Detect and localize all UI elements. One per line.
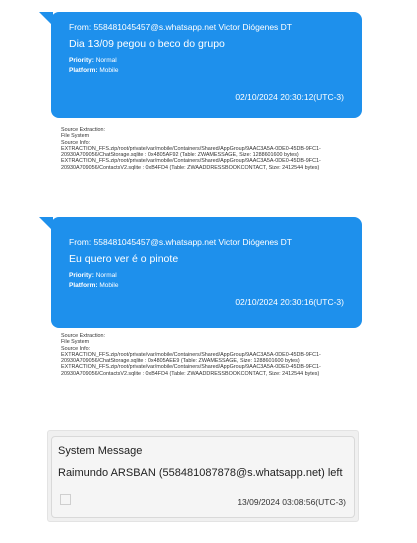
- message-sender: From: 558481045457@s.whatsapp.net Victor Diógenes DT: [69, 237, 292, 247]
- checkbox[interactable]: [60, 494, 71, 505]
- message-text: Eu quero ver é o pinote: [69, 253, 179, 265]
- message-bubble[interactable]: [51, 217, 362, 328]
- system-message: [47, 430, 359, 522]
- message-platform: [69, 281, 344, 291]
- priority-value: Normal: [95, 272, 117, 279]
- system-message-title: System Message: [58, 445, 143, 457]
- system-message-timestamp: 13/09/2024 03:08:56(UTC-3): [237, 497, 346, 507]
- source-info: Source Extraction: File System Source Info: EXTRACTION_FFS.zip/root/private/var/mobile/Containers/Shared/AppGroup/9AAC3A5A-0DE0-45DB-9FC1-20930A709056/ChatStorage.sqlite : 0x4805AEE9 (Table: ZWAMESSAGE, Size: 1288601600 bytes) EXTRACTION_FFS.zip/root/private/var/mobile/Containers/Shared/AppGroup/9AAC3A5A-0DE0-45DB-9FC1-20930A709056/ContactsV2.sqlite : 0xB4FD4 (Table: ZWAADDRESSBOOKCONTACT, Size: 2412544 bytes): [61, 333, 321, 377]
- platform-label: Platform:: [69, 282, 98, 289]
- message-priority: [69, 271, 344, 281]
- message-text: Dia 13/09 pegou o beco do grupo: [69, 38, 225, 50]
- message-priority: [69, 56, 344, 66]
- message-platform: [69, 66, 344, 76]
- platform-value: Mobile: [99, 67, 119, 74]
- source-info: Source Extraction: File System Source Info: EXTRACTION_FFS.zip/root/private/var/mobile/Containers/Shared/AppGroup/9AAC3A5A-0DE0-45DB-9FC1-20930A709056/ChatStorage.sqlite : 0x4805AF92 (Table: ZWAMESSAGE, Size: 1288601600 bytes) EXTRACTION_FFS.zip/root/private/var/mobile/Containers/Shared/AppGroup/9AAC3A5A-0DE0-45DB-9FC1-20930A709056/ContactsV2.sqlite : 0xB4FD4 (Table: ZWAADDRESSBOOKCONTACT, Size: 2412544 bytes): [61, 127, 321, 171]
- message-timestamp: 02/10/2024 20:30:12(UTC-3): [235, 92, 344, 102]
- platform-value: Mobile: [99, 282, 119, 289]
- priority-label: Priority:: [69, 57, 94, 64]
- message-bubble[interactable]: [51, 12, 362, 118]
- platform-label: Platform:: [69, 67, 98, 74]
- priority-value: Normal: [95, 57, 117, 64]
- system-message-text: Raimundo ARSBAN (558481087878@s.whatsapp.net) left: [58, 467, 343, 479]
- priority-label: Priority:: [69, 272, 94, 279]
- message-timestamp: 02/10/2024 20:30:16(UTC-3): [235, 297, 344, 307]
- system-message-card: [51, 436, 355, 518]
- message-sender: From: 558481045457@s.whatsapp.net Victor Diógenes DT: [69, 22, 292, 32]
